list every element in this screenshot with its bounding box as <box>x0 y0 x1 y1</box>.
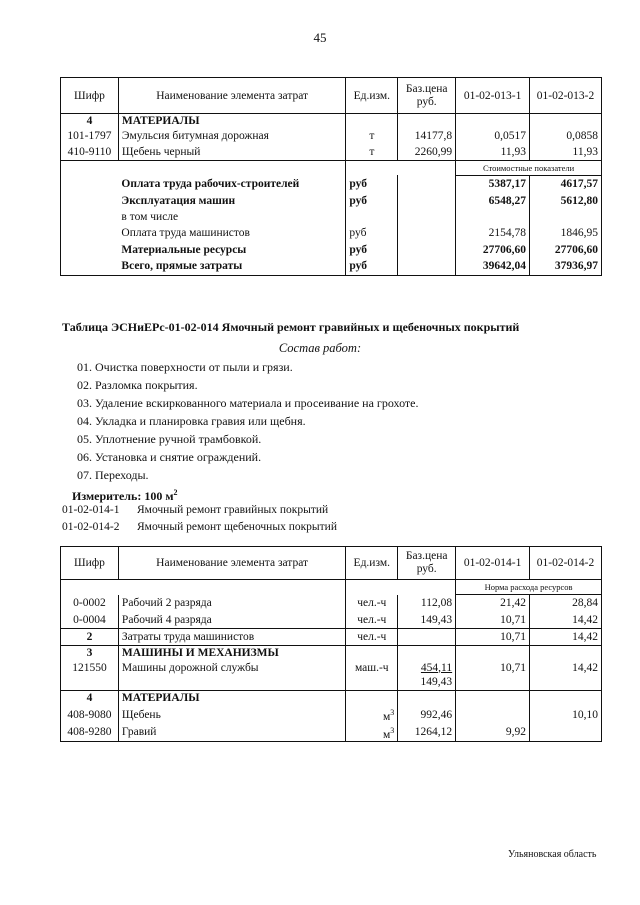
cost-row-name: Оплата труда рабочих-строителей <box>121 177 300 190</box>
section-title: МАШИНЫ И МЕХАНИЗМЫ <box>121 647 279 660</box>
section-title: Таблица ЭСНиЕРс-01-02-014 Ямочный ремонт гравийных и щебеночных покрытий <box>62 320 520 334</box>
table-row <box>61 724 602 742</box>
cost-row-value-2: 37936,97 <box>530 258 602 275</box>
cost-row-value-2: 1846,95 <box>530 224 602 241</box>
section-number: 3 <box>61 646 119 661</box>
cost-row-unit: руб <box>346 241 398 258</box>
table-row <box>61 691 602 706</box>
cost-caption: Стоимостные показатели <box>456 160 602 175</box>
table-row <box>61 209 602 224</box>
cost-row-name: Материальные ресурсы <box>121 243 247 256</box>
row-value-1: 10,71 <box>456 661 530 691</box>
row-price: 454,11 <box>420 661 453 674</box>
col-header-norm-1: 01-02-013-1 <box>456 78 530 114</box>
table-row <box>61 114 602 129</box>
row-value-2: 0,0858 <box>530 128 602 144</box>
col-header-name: Наименование элемента затрат <box>118 547 345 580</box>
row-price: 2260,99 <box>398 144 456 160</box>
table-row <box>61 224 602 241</box>
row-price: 149,43 <box>398 612 456 629</box>
cost-row-value-1: 27706,60 <box>456 241 530 258</box>
list-item: 01. Очистка поверхности от пыли и грязи. <box>77 360 293 374</box>
row-unit <box>346 724 398 742</box>
row-code: 410-9110 <box>61 144 119 160</box>
section-title: МАТЕРИАЛЫ <box>121 115 200 127</box>
list-item: 06. Установка и снятие ограждений. <box>77 450 262 464</box>
row-value-1: 10,71 <box>456 612 530 629</box>
row-code: 2 <box>61 629 119 646</box>
row-value-1: 9,92 <box>456 724 530 742</box>
list-item: 04. Укладка и планировка гравия или щебня. <box>77 414 306 428</box>
code-text: Ямочный ремонт щебеночных покрытий <box>137 521 337 533</box>
cost-row-value-2: 27706,60 <box>530 241 602 258</box>
row-unit: чел.-ч <box>346 612 398 629</box>
page-number: 45 <box>313 30 327 45</box>
table-row <box>61 175 602 192</box>
row-name: Рабочий 4 разряда <box>118 612 345 629</box>
row-code: 408-9280 <box>61 724 119 742</box>
row-unit: т <box>346 128 398 144</box>
row-unit-exp: 3 <box>390 707 395 717</box>
row-price-secondary: 149,43 <box>420 675 453 688</box>
row-value-2: 10,10 <box>530 706 602 724</box>
row-price: 992,46 <box>398 706 456 724</box>
code-list <box>62 502 337 536</box>
cost-row-value-2: 5612,80 <box>530 192 602 209</box>
cost-row-value-1: 6548,27 <box>456 192 530 209</box>
col-header-price: Баз.цена руб. <box>398 547 456 580</box>
row-price-cell <box>398 661 456 691</box>
list-item: 07. Переходы. <box>77 468 149 482</box>
row-value-1: 10,71 <box>456 629 530 646</box>
list-item: 02. Разломка покрытия. <box>77 378 198 392</box>
cost-row-name: Эксплуатация машин <box>121 194 236 207</box>
row-value-1: 0,0517 <box>456 128 530 144</box>
col-header-code: Шифр <box>61 547 119 580</box>
cost-row-unit: руб <box>346 224 398 241</box>
col-header-norm-2: 01-02-014-2 <box>530 547 602 580</box>
footer-region: Ульяновская область <box>508 849 597 860</box>
cost-row-unit: руб <box>346 258 398 275</box>
row-price: 112,08 <box>398 595 456 612</box>
code-item <box>62 519 337 536</box>
row-unit: маш.-ч <box>346 661 398 691</box>
table-row <box>61 595 602 612</box>
table-row <box>61 629 602 646</box>
row-value-1: 21,42 <box>456 595 530 612</box>
norm-caption: Норма расхода ресурсов <box>456 580 602 595</box>
works-subtitle: Состав работ: <box>278 341 362 355</box>
code-text: Ямочный ремонт гравийных покрытий <box>137 504 329 516</box>
cost-row-value-2: 4617,57 <box>530 175 602 192</box>
row-value-2: 14,42 <box>530 661 602 691</box>
row-unit: т <box>346 144 398 160</box>
row-code: 408-9080 <box>61 706 119 724</box>
cost-row-value-1: 39642,04 <box>456 258 530 275</box>
resource-table-014 <box>60 546 602 742</box>
row-price: 1264,12 <box>398 724 456 742</box>
row-name: Машины дорожной службы <box>118 661 345 691</box>
row-name: Рабочий 2 разряда <box>121 597 212 609</box>
cost-row-value-1: 2154,78 <box>456 224 530 241</box>
resource-table-013 <box>60 77 602 276</box>
table-row <box>61 612 602 629</box>
list-item: 05. Уплотнение ручной трамбовкой. <box>77 432 262 446</box>
table-row <box>61 706 602 724</box>
col-header-unit: Ед.изм. <box>346 547 398 580</box>
table-row <box>61 661 602 691</box>
col-header-price: Баз.цена руб. <box>398 78 456 114</box>
measure-exponent: 2 <box>173 488 178 497</box>
row-code: 101-1797 <box>61 128 119 144</box>
code-number: 01-02-014-2 <box>62 521 120 533</box>
cost-caption-row <box>61 160 602 175</box>
code-item <box>62 502 337 519</box>
table-header-row <box>61 78 602 114</box>
row-unit: чел.-ч <box>346 629 398 646</box>
table-row <box>61 128 602 144</box>
section-title: МАТЕРИАЛЫ <box>121 692 200 705</box>
row-value-2: 14,42 <box>530 629 602 646</box>
works-list <box>77 358 419 484</box>
row-code: 0-0004 <box>61 612 119 629</box>
row-unit-base: м <box>382 728 391 741</box>
row-unit: чел.-ч <box>346 595 398 612</box>
row-name: Затраты труда машинистов <box>118 629 345 646</box>
list-item: 03. Удаление вскиркованного материала и просеивание на грохоте. <box>77 396 419 410</box>
code-number: 01-02-014-1 <box>62 504 120 516</box>
row-unit-base: м <box>382 710 391 723</box>
row-value-1: 11,93 <box>456 144 530 160</box>
row-value-2: 14,42 <box>530 612 602 629</box>
row-value-2: 28,84 <box>530 595 602 612</box>
table-header-row <box>61 547 602 580</box>
cost-row-name: Всего, прямые затраты <box>118 258 345 275</box>
table-row <box>61 646 602 661</box>
table-row <box>61 144 602 160</box>
row-value-2: 11,93 <box>530 144 602 160</box>
table-row <box>61 192 602 209</box>
section-number: 4 <box>61 114 119 129</box>
table-row <box>61 258 602 275</box>
measure-label: Измеритель: 100 м <box>72 489 174 503</box>
cost-row-value-1: 5387,17 <box>456 175 530 192</box>
row-value-2 <box>530 724 602 742</box>
table-row <box>61 241 602 258</box>
row-name: Щебень черный <box>118 144 345 160</box>
row-unit-exp: 3 <box>390 725 395 735</box>
col-header-name: Наименование элемента затрат <box>118 78 345 114</box>
norm-caption-row <box>61 580 602 595</box>
cost-row-unit: руб <box>346 192 398 209</box>
cost-row-name: в том числе <box>121 210 179 223</box>
cost-row-name: Оплата труда машинистов <box>121 226 250 239</box>
row-code: 121550 <box>61 661 119 691</box>
col-header-norm-1: 01-02-014-1 <box>456 547 530 580</box>
cost-row-unit: руб <box>346 175 398 192</box>
row-value-1 <box>456 706 530 724</box>
row-code: 0-0002 <box>61 595 119 612</box>
col-header-code: Шифр <box>61 78 119 114</box>
col-header-norm-2: 01-02-013-2 <box>530 78 602 114</box>
row-name: Гравий <box>118 724 345 742</box>
row-name: Эмульсия битумная дорожная <box>121 130 269 142</box>
col-header-unit: Ед.изм. <box>346 78 398 114</box>
row-unit <box>346 706 398 724</box>
row-price: 14177,8 <box>398 128 456 144</box>
row-name: Щебень <box>121 708 161 721</box>
section-number: 4 <box>61 691 119 706</box>
